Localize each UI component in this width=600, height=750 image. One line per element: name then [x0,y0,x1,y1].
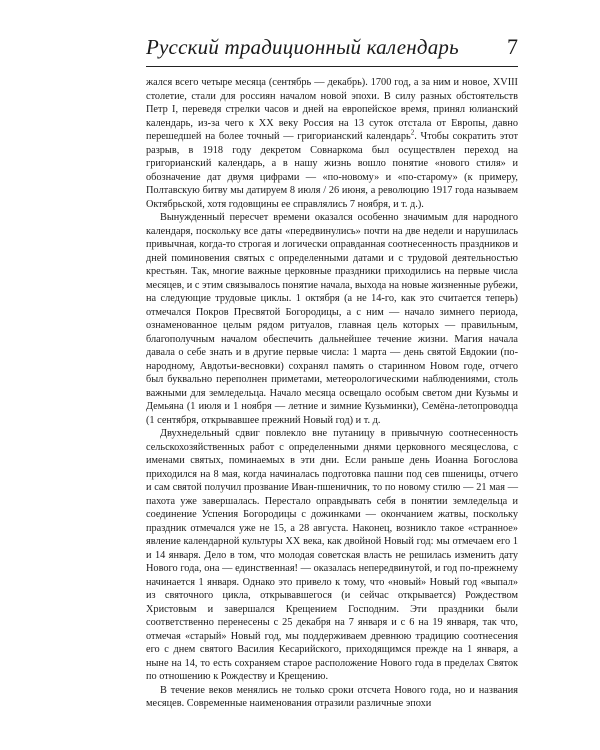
header-rule [146,66,518,67]
paragraph-1 [146,76,518,211]
body-text [146,76,518,711]
page-number: 7 [507,34,518,59]
paragraph-4: В течение веков менялись не только сроки отсчета Нового года, но и названия месяцев. Современные наименования отразили различные эпохи [146,684,518,709]
page-header [146,34,518,64]
paragraph-1-text-cont: . Чтобы сократить этот разрыв, в 1918 году декретом Совнаркома был осуществлен переход на григорианский календарь, а в нашу жизнь вошло понятие «нового стиля» и обозначение дат двумя цифрами — «по-новому» и «по-старому» (к примеру, Полтавскую битву мы датируем 8 июля / 26 июня, а революцию 1917 года называем Октябрьской, хотя годовщины ее справлялись 7 ноября, и т. д.). [146,131,518,210]
paragraph-3: Двухнедельный сдвиг повлекло вне путаницу в привычную соотнесенность сельскохозяйственных работ с определенными днями церковного месяцеслова, с именами святых, поминаемых в эти дни. Если раньше день Иоанна Богослова приходился на 8 мая, когда начиналась подготовка пашни под сев пшеницы, отчего и сам святой получил прозвание Иван-пшеничник, то по новому стилю — 21 мая — пахота уже завершалась. Перестало оправдывать себя в понятии земледельца и соединение Успения Богородицы с дожинками — окончанием жатвы, поскольку праздник отмечался уже не 15, а 28 августа. Наконец, возникло такое «странное» явление календарной культуры XX века, как двойной Новый год: мы отмечаем его 1 и 14 января. Дело в том, что молодая советская власть не решилась изменить дату Нового года, она — единственная! — оказалась непередвинутой, и год по-прежнему начинается 1 января. Однако это привело к тому, что «новый» Новый год «выпал» из святочного цикла, открывавшегося (и сейчас открывается) Рождеством Христовым и завершался Крещением Господним. Эти праздники были соответственно перенесены с 25 декабря на 7 января и с 6 на 19 января, так что, отмечая «старый» Новый год, мы поддерживаем древнюю традицию соотнесения его с днем святого Василия Кесарийского, приходящимся прежде на 1 января, а ныне на 14, то есть сохраняем старое расположение Нового года в пределах Святок по отношению к Рождеству и Крещению. [146,428,518,682]
paragraph-2: Вынужденный пересчет времени оказался особенно значимым для народного календаря, поскольку все даты «передвинулись» почти на две недели и нарушилась привычная, когда-то строгая и логически оправданная соотнесенность праздников и дней поминовения святых с определенными датами и с трудовой деятельностью крестьян. Так, многие важные церковные праздники приходились на первые числа месяцев, и с этим связывалось понятие начала, выхода на новые жизненные рубежи, на следующие трудовые циклы. 1 октября (а не 14-го, как это считается теперь) отмечался Покров Пресвятой Богородицы, а с ним — начало зимнего периода, ознаменованное целым рядом ритуалов, главная цель которых — правильным, благополучным началом обеспечить дальнейшее течение жизни. Магия начала давала о себе знать и в другие первые числа: 1 марта — день святой Евдокии (по-народному, Авдотьи-весновки) сохранял память о старинном Новом годе, отчего был буквально переполнен приметами, метеорологическими наблюдениями, столь важными для земледельца. Начало месяца освещало особым светом дни Кузьмы и Демьяна (1 июля и 1 ноября — летние и зимние Кузьминки), Семёна-летопроводца (1 сентября, открывавшее прежний Новый год) и т. д. [146,212,518,426]
footnote-marker: 2 [410,128,415,137]
running-title: Русский традиционный календарь [146,35,459,59]
paragraph-1-text: жался всего четыре месяца (сентябрь — декабрь). 1700 год, а за ним и новое, XVIII столетие, стали для россиян началом новой эпохи. В силу разных обстоятельств Петр I, переведя стрелки часов и дней на европейское время, принял юлианский календарь, из-за чего к XX веку Россия на 13 суток отстала от Европы, давно перешедшей на более точный — григорианский календарь [146,77,518,142]
